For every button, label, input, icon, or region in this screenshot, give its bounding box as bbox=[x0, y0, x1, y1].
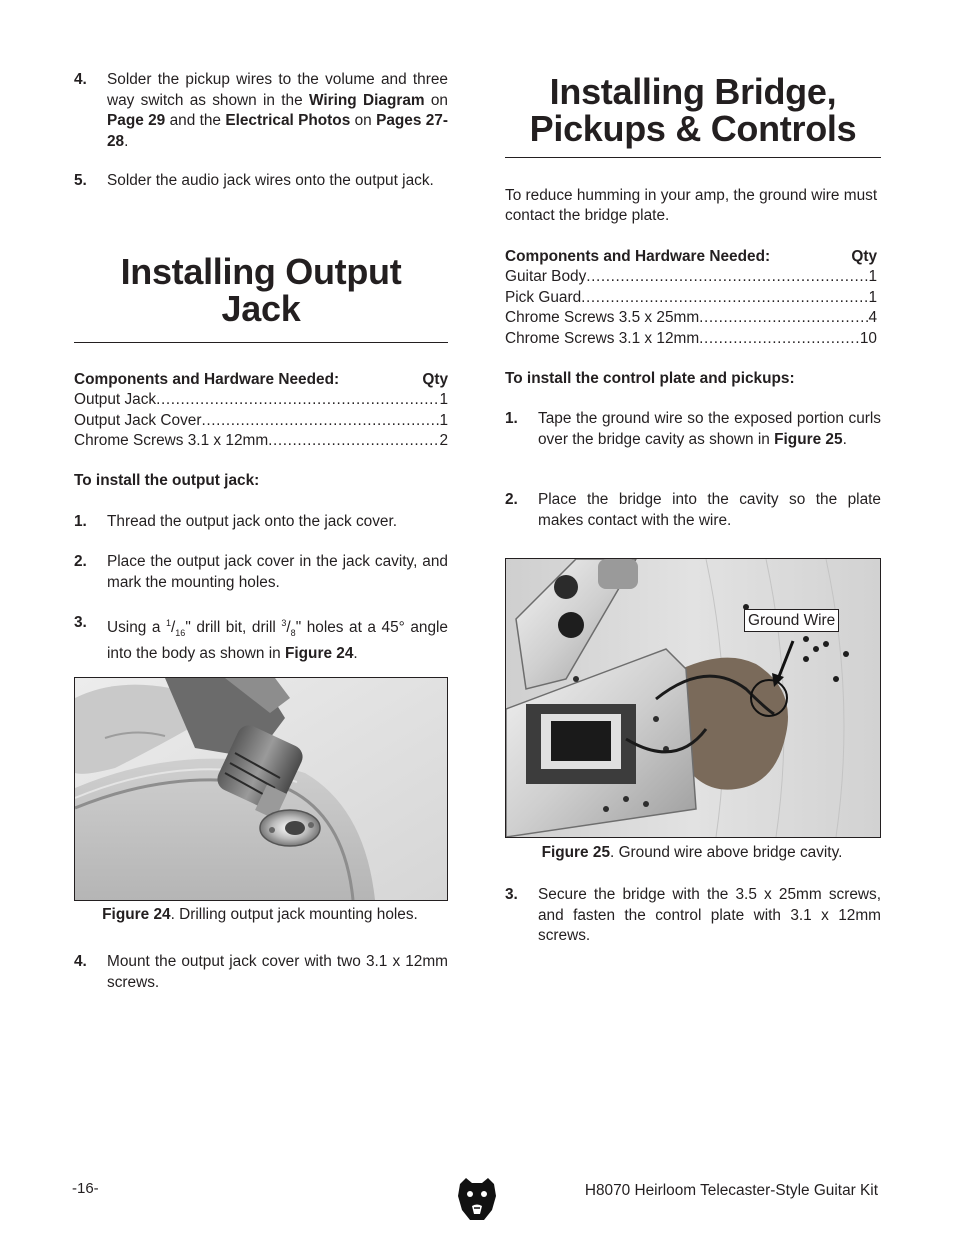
step-4-mount-cover: 4. Mount the output jack cover with two 3.1 x 12mm screws. bbox=[74, 953, 448, 991]
pages-27-28-ref: Pages 27-28 bbox=[107, 112, 448, 150]
section-title-output-jack: Installing Output Jack bbox=[120, 251, 402, 329]
bear-head-logo-icon bbox=[456, 1176, 498, 1222]
components-header: Components and Hardware Needed: Qty bbox=[74, 371, 448, 388]
component-row: Chrome Screws 3.1 x 12mm ..... 10 bbox=[505, 329, 877, 349]
intro-paragraph: To reduce humming in your amp, the ground wire must contact the bridge plate. bbox=[505, 187, 878, 225]
step-2-place-cover: 2. Place the output jack cover in the jack cavity, and mark the mounting holes. bbox=[74, 553, 448, 591]
component-row: Output Jack ..... 1 bbox=[74, 390, 448, 410]
figure-24-caption: Figure 24. Drilling output jack mounting holes. bbox=[102, 906, 418, 923]
bridge-photo-illustration bbox=[506, 559, 880, 837]
step-5-audio-jack bbox=[74, 171, 448, 192]
step-text: Solder the audio jack wires onto the output jack. bbox=[107, 172, 434, 189]
procedure-subhead: To install the output jack: bbox=[74, 472, 260, 489]
components-list bbox=[505, 247, 877, 349]
figure-25-photo bbox=[505, 558, 881, 838]
component-row: Chrome Screws 3.5 x 25mm ..... 4 bbox=[505, 308, 877, 328]
component-row: Output Jack Cover ..... 1 bbox=[74, 411, 448, 431]
drill-photo-illustration bbox=[75, 678, 447, 900]
procedure-subhead: To install the control plate and pickups: bbox=[505, 370, 795, 387]
electrical-photos-ref: Electrical Photos bbox=[225, 112, 351, 129]
component-row: Chrome Screws 3.1 x 12mm ..... 2 bbox=[74, 431, 448, 451]
components-list bbox=[74, 370, 448, 452]
title-rule bbox=[74, 342, 448, 343]
step-1-tape-ground-wire: 1. Tape the ground wire so the exposed portion curls over the bridge cavity as shown in Figure 25. bbox=[505, 410, 881, 448]
figure-24-photo bbox=[74, 677, 448, 901]
page-29-ref: Page 29 bbox=[107, 112, 166, 129]
figure-25-caption: Figure 25. Ground wire above bridge cavity. bbox=[541, 844, 843, 861]
step-2-place-bridge: 2. Place the bridge into the cavity so the plate makes contact with the wire. bbox=[505, 491, 881, 529]
component-row: Pick Guard ..... 1 bbox=[505, 288, 877, 308]
section-title-bridge: Installing Bridge, Pickups & Controls bbox=[529, 71, 857, 149]
step-text: Solder the pickup wires to the volume and three way switch as shown in the Wiring Diagram on Page 29 and the Electrical Photos on Pages 27-28. bbox=[107, 71, 448, 150]
ground-wire-callout: Ground Wire bbox=[744, 609, 839, 632]
page-number: -16- bbox=[72, 1180, 99, 1197]
step-number: 4. bbox=[74, 71, 87, 88]
step-1-thread-jack: 1. Thread the output jack onto the jack cover. bbox=[74, 513, 398, 530]
step-3-secure-bridge: 3. Secure the bridge with the 3.5 x 25mm screws, and fasten the control plate with 3.1 x 12mm screws. bbox=[505, 886, 881, 944]
component-row: Guitar Body ..... 1 bbox=[505, 267, 877, 287]
product-name: H8070 Heirloom Telecaster-Style Guitar Kit bbox=[584, 1182, 878, 1199]
wiring-diagram-ref: Wiring Diagram bbox=[308, 91, 425, 109]
step-number: 5. bbox=[74, 172, 87, 189]
step-3-drill-holes: 3. Using a $^1/_{16}$" drill bit, drill $^3/_8$" holes at a 45° angle into the body as shown in Figure 24. bbox=[74, 614, 448, 662]
step-4-pickup-wires bbox=[74, 70, 448, 152]
components-header: Components and Hardware Needed: Qty bbox=[505, 248, 877, 265]
title-rule bbox=[505, 157, 881, 158]
